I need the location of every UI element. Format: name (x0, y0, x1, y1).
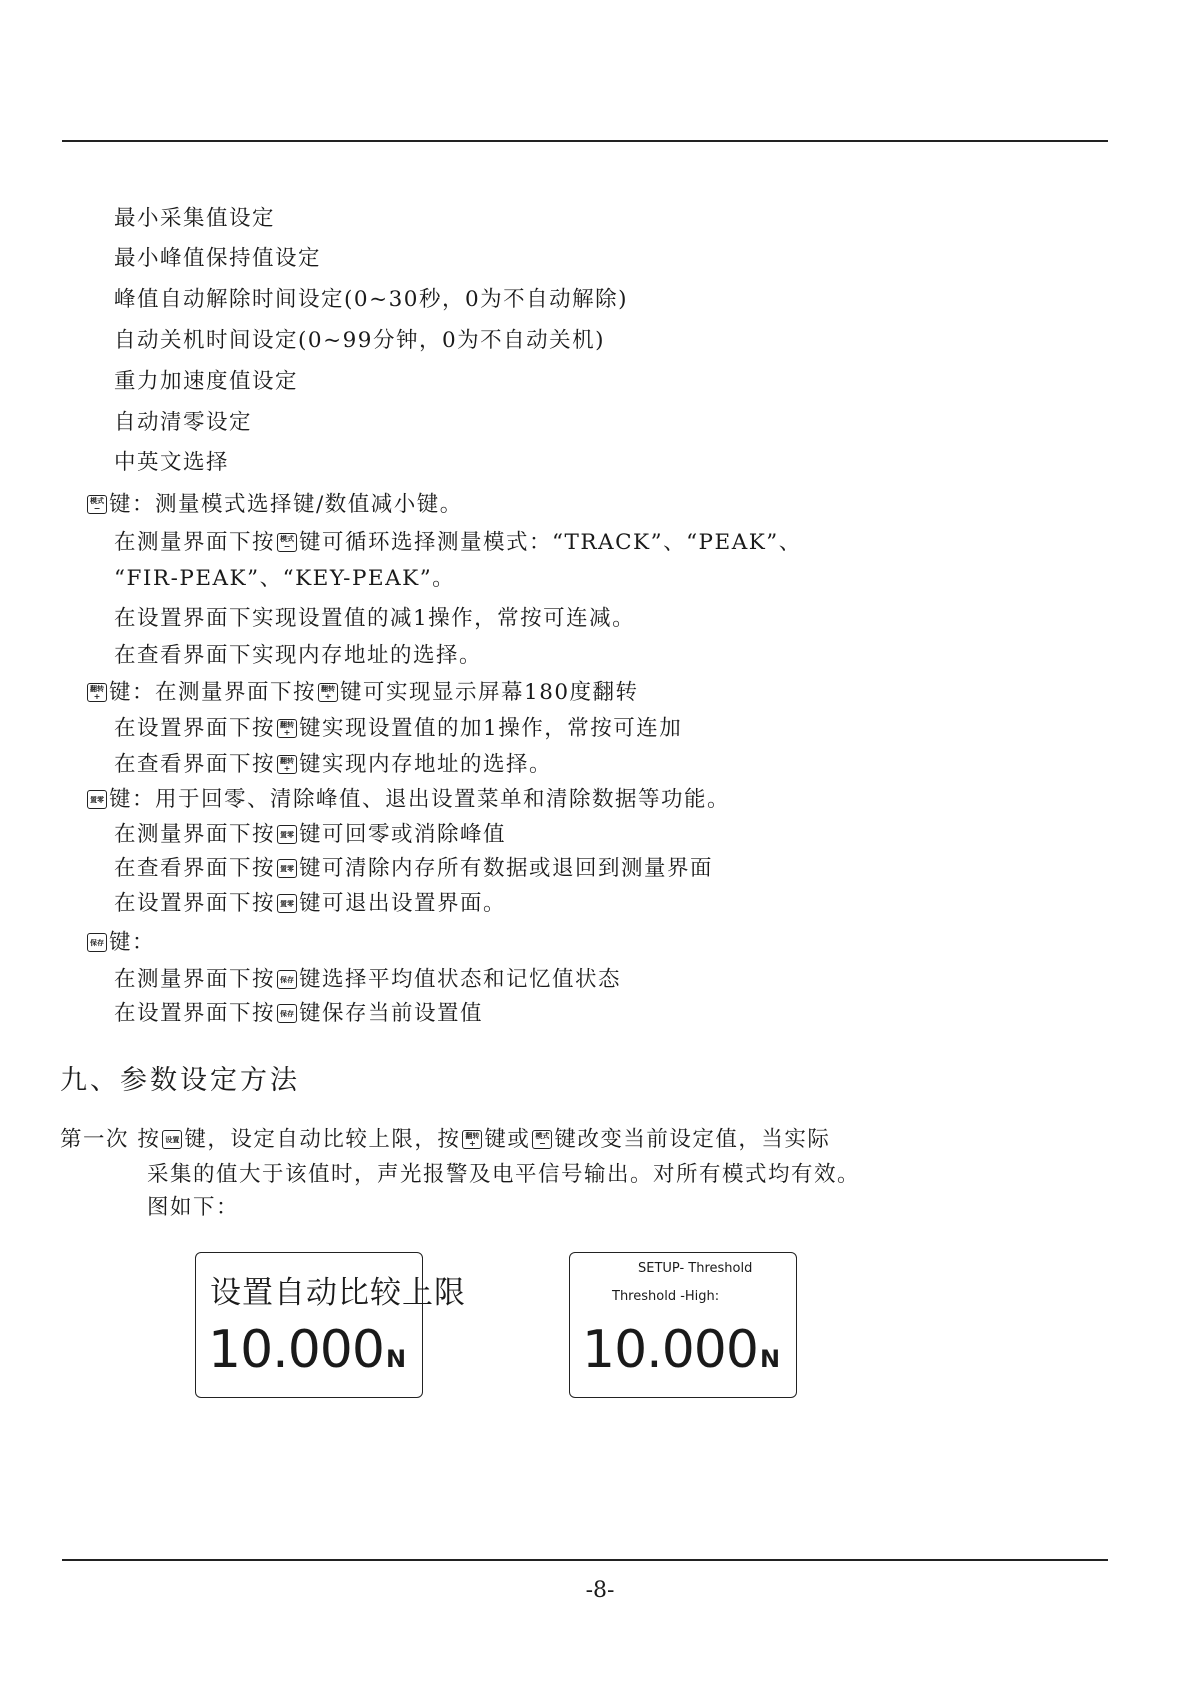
lcd-display-english (569, 1252, 797, 1398)
flip-key-icon: 翻转 + (87, 683, 107, 702)
mode-key-desc: 模式 − 键：测量模式选择键/数值减小键。 (85, 492, 463, 518)
section-para-line-3: 图如下： (147, 1195, 240, 1220)
zero-key-desc: 置零 键：用于回零、清除峰值、退出设置菜单和清除数据等功能。 (85, 787, 730, 813)
section-para-line-2: 采集的值大于该值时，声光报警及电平信号输出。对所有模式均有效。 (147, 1162, 861, 1187)
lcd-title: 设置自动比较上限 (210, 1275, 466, 1311)
menu-line-5: 重力加速度值设定 (114, 369, 299, 394)
save-key-icon: 保存 (87, 933, 107, 952)
save-key-line-1: 在测量界面下按 保存 键选择平均值状态和记忆值状态 (114, 967, 622, 992)
save-key-desc: 保存 键： (85, 930, 155, 956)
lcd-value: 10.000N (582, 1320, 780, 1380)
mode-key-icon: 模式 − (87, 495, 107, 514)
zero-key-line-3: 在设置界面下按 置零 键可退出设置界面。 (114, 891, 507, 916)
save-key-icon: 保存 (277, 1004, 297, 1023)
menu-line-2: 最小峰值保持值设定 (114, 246, 322, 271)
flip-key-line-1: 在设置界面下按 翻转 + 键实现设置值的加1操作，常按可连加 (114, 716, 683, 741)
lcd-value: 10.000N (208, 1320, 406, 1380)
zero-key-icon: 置零 (277, 825, 297, 844)
menu-line-1: 最小采集值设定 (114, 206, 276, 231)
save-key-line-2: 在设置界面下按 保存 键保存当前设置值 (114, 1001, 484, 1026)
mode-key-line-4: 在查看界面下实现内存地址的选择。 (114, 643, 483, 668)
flip-key-icon: 翻转 + (277, 719, 297, 738)
flip-key-icon: 翻转 + (277, 755, 297, 774)
flip-key-icon: 翻转 + (462, 1130, 482, 1149)
mode-key-line-2: “FIR-PEAK”、“KEY-PEAK”。 (114, 566, 456, 591)
menu-line-7: 中英文选择 (114, 450, 230, 475)
section-heading: 九、参数设定方法 (60, 1065, 300, 1096)
lcd-setup-label: SETUP- Threshold (638, 1261, 753, 1276)
menu-line-3: 峰值自动解除时间设定(0~30秒，0为不自动解除) (114, 287, 629, 312)
menu-line-4: 自动关机时间设定(0~99分钟，0为不自动关机) (114, 328, 606, 353)
footer-rule (62, 1559, 1108, 1561)
lcd-threshold-label: Threshold -High: (612, 1289, 720, 1304)
setup-key-icon: 设置 (162, 1130, 182, 1149)
lcd-unit: N (385, 1345, 406, 1373)
menu-line-6: 自动清零设定 (114, 410, 253, 435)
zero-key-icon: 置零 (277, 859, 297, 878)
mode-key-line-1: 在测量界面下按 模式 − 键可循环选择测量模式：“TRACK”、“PEAK”、 (114, 530, 802, 555)
flip-key-line-2: 在查看界面下按 翻转 + 键实现内存地址的选择。 (114, 752, 553, 777)
zero-key-icon: 置零 (277, 894, 297, 913)
save-key-icon: 保存 (277, 970, 297, 989)
mode-key-icon: 模式 − (532, 1130, 552, 1149)
header-rule (62, 140, 1108, 142)
section-para-line-1: 第一次 按 设置 键，设定自动比较上限，按 翻转 + 键或 模式 − 键改变当前设定值，当实际 (60, 1127, 831, 1152)
zero-key-line-1: 在测量界面下按 置零 键可回零或消除峰值 (114, 822, 507, 847)
mode-key-line-3: 在设置界面下实现设置值的减1操作，常按可连减。 (114, 606, 636, 631)
lcd-display-chinese (195, 1252, 466, 1398)
flip-key-icon: 翻转 + (318, 683, 338, 702)
zero-key-icon: 置零 (87, 790, 107, 809)
mode-key-icon: 模式 − (277, 533, 297, 552)
flip-key-desc: 翻转 + 键：在测量界面下按 翻转 + 键可实现显示屏幕180度翻转 (85, 680, 639, 706)
lcd-unit: N (759, 1345, 780, 1373)
zero-key-line-2: 在查看界面下按 置零 键可清除内存所有数据或退回到测量界面 (114, 856, 714, 881)
page-number: -8- (585, 1578, 615, 1603)
